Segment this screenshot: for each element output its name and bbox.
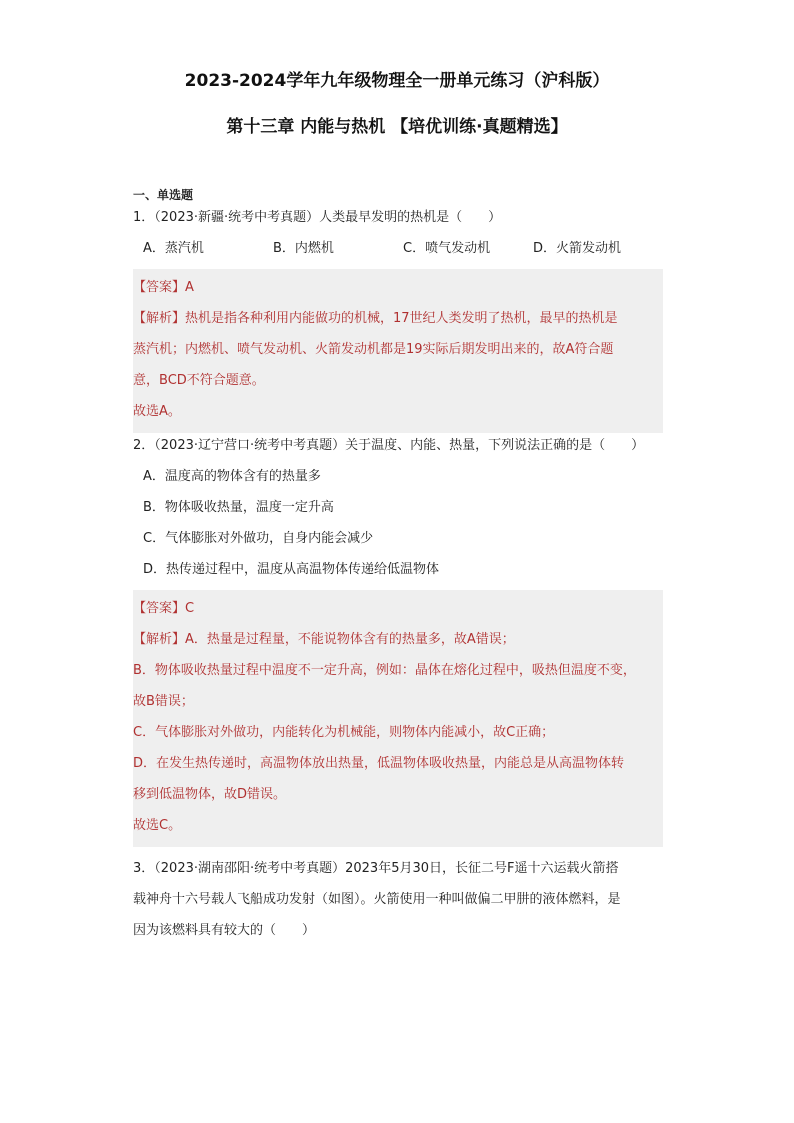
question-2-answer-block — [133, 590, 663, 847]
answer-value: C — [185, 601, 195, 616]
analysis-text: A．热量是过程量，不能说物体含有的热量多，故A错误； — [185, 632, 515, 647]
analysis-text: 热机是指各种利用内能做功的机械，17世纪人类发明了热机，最早的热机是 — [185, 311, 618, 326]
question-2-stem: 2．（2023·辽宁营口·统考中考真题）关于温度、内能、热量，下列说法正确的是（ ） — [133, 438, 645, 453]
question-2-analysis-line-2: B．物体吸收热量过程中温度不一定升高，例如：晶体在熔化过程中，吸热但温度不变， — [133, 663, 636, 678]
question-1-analysis-line-1 — [133, 303, 663, 334]
question-1 — [133, 208, 663, 433]
question-3-stem-line-3: 因为该燃料具有较大的（ ） — [133, 923, 316, 938]
question-3 — [133, 853, 663, 946]
document-content — [133, 185, 663, 946]
question-1-option-b: B．内燃机 — [273, 241, 334, 256]
question-1-analysis-line-3: 意，BCD不符合题意。 — [133, 373, 265, 388]
document-title: 2023-2024学年九年级物理全一册单元练习（沪科版） — [184, 71, 610, 91]
question-2-conclusion: 故选C。 — [133, 818, 182, 833]
answer-value: A — [185, 280, 194, 295]
question-1-conclusion: 故选A。 — [133, 404, 181, 419]
question-2-analysis-line-3: 故B错误； — [133, 694, 194, 709]
question-1-answer — [133, 272, 663, 303]
question-1-option-a: A．蒸汽机 — [143, 241, 204, 256]
question-2-option-b: B．物体吸收热量，温度一定升高 — [143, 500, 334, 515]
question-3-stem-line-1: 3．（2023·湖南邵阳·统考中考真题）2023年5月30日，长征二号F遥十六运载火箭搭 — [133, 861, 619, 876]
question-2-analysis-line-1 — [133, 624, 663, 655]
question-2-option-c: C．气体膨胀对外做功，自身内能会减少 — [143, 531, 374, 546]
analysis-tag: 【解析】 — [133, 311, 186, 326]
answer-tag: 【答案】 — [133, 280, 186, 295]
question-2-analysis-line-4: C．气体膨胀对外做功，内能转化为机械能，则物体内能减小，故C正确； — [133, 725, 555, 740]
question-1-option-c: C．喷气发动机 — [403, 241, 491, 256]
answer-tag: 【答案】 — [133, 601, 186, 616]
question-1-analysis-line-2: 蒸汽机；内燃机、喷气发动机、火箭发动机都是19实际后期发明出来的，故A符合题 — [133, 342, 614, 357]
question-2-answer — [133, 593, 663, 624]
question-3-stem-line-2: 载神舟十六号载人飞船成功发射（如图）。火箭使用一种叫做偏二甲肼的液体燃料，是 — [133, 892, 621, 907]
question-2 — [133, 436, 663, 847]
question-1-options — [133, 239, 663, 259]
document-subtitle: 第十三章 内能与热机 【培优训练·真题精选】 — [226, 117, 568, 137]
section-heading: 一、单选题 — [133, 188, 194, 202]
question-2-option-d: D．热传递过程中，温度从高温物体传递给低温物体 — [143, 562, 440, 577]
question-1-answer-block — [133, 269, 663, 433]
question-1-stem: 1．（2023·新疆·统考中考真题）人类最早发明的热机是（ ） — [133, 210, 502, 225]
question-2-analysis-line-5: D．在发生热传递时，高温物体放出热量，低温物体吸收热量，内能总是从高温物体转 — [133, 756, 625, 771]
question-1-option-d: D．火箭发动机 — [533, 241, 622, 256]
analysis-tag: 【解析】 — [133, 632, 186, 647]
question-2-analysis-line-6: 移到低温物体，故D错误。 — [133, 787, 287, 802]
question-2-option-a: A．温度高的物体含有的热量多 — [143, 469, 321, 484]
